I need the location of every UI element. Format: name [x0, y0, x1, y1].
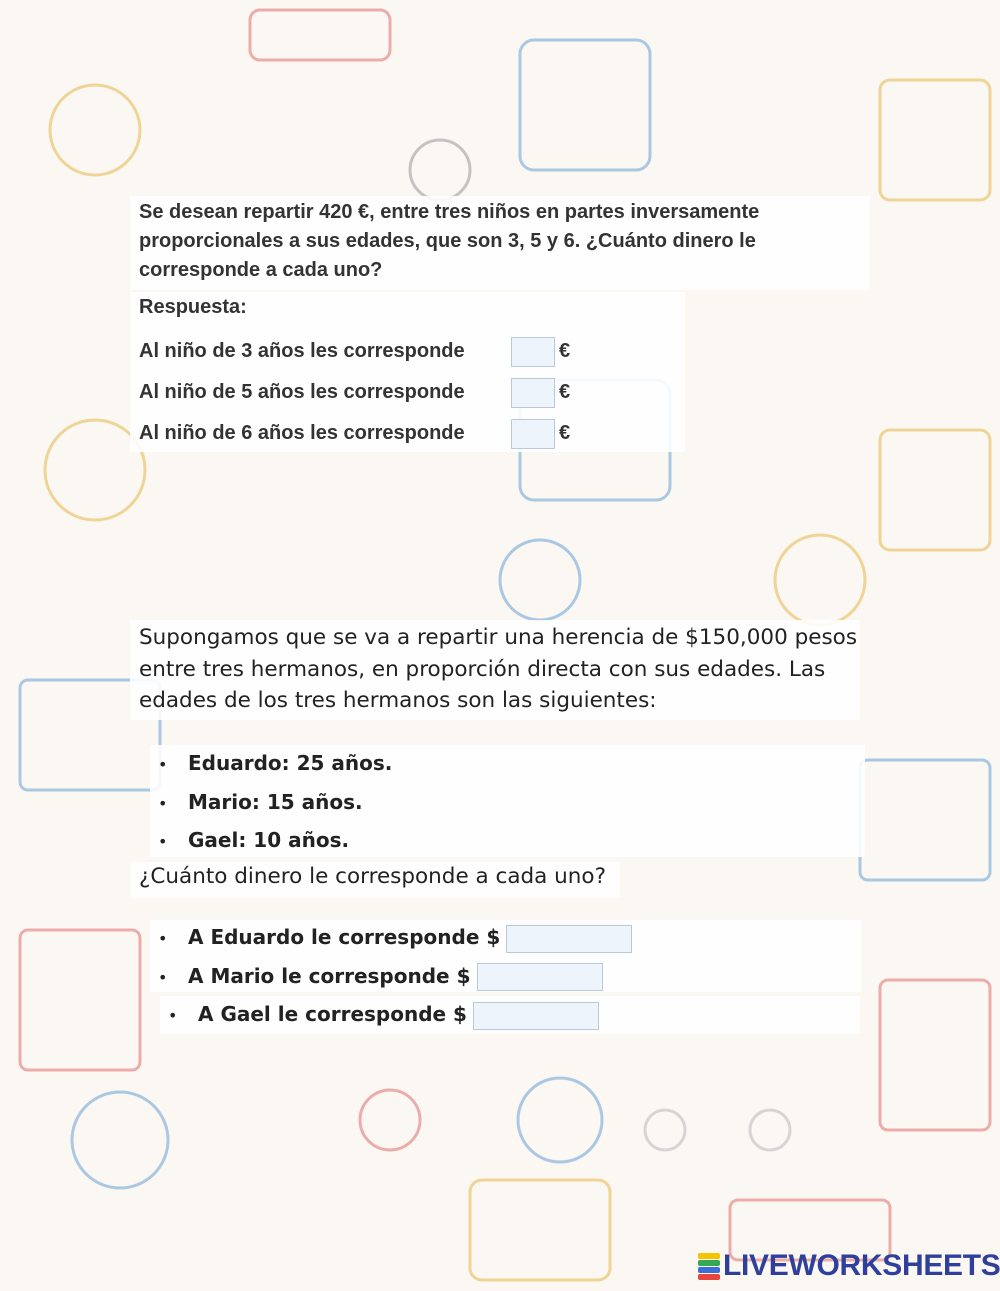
answer-input-eduardo[interactable]: [506, 925, 632, 953]
answer-row-age-3: [139, 337, 570, 367]
sibling-age: Eduardo: 25 años.: [188, 751, 393, 775]
answer-input-age-6[interactable]: [511, 419, 555, 449]
bullet: •: [158, 929, 168, 948]
bullet: •: [158, 832, 168, 851]
list-item: [158, 920, 632, 959]
bullet: •: [168, 1006, 178, 1025]
siblings-list: [158, 746, 392, 862]
answer-input-gael[interactable]: [473, 1002, 599, 1030]
answer-row-age-5: [139, 378, 570, 408]
problem-2-statement: Supongamos que se va a repartir una herencia de $150,000 pesos entre tres hermanos, en proporción directa con sus edades. Las edades de los tres hermanos son las siguientes:: [139, 625, 858, 713]
keys-doodle: [410, 140, 470, 200]
answer-label: Respuesta:: [139, 296, 247, 318]
flask-doodle: [50, 85, 140, 175]
answer-gael-label: A Gael le corresponde $: [198, 1002, 467, 1026]
bullet: •: [158, 967, 168, 987]
euro-unit: €: [559, 422, 571, 445]
problem-2-question: ¿Cuánto dinero le corresponde a cada uno?: [139, 864, 606, 889]
answer-input-mario[interactable]: [477, 963, 603, 991]
list-item: [158, 823, 392, 862]
euro-unit: €: [559, 381, 571, 404]
planet-doodle-2: [518, 1078, 602, 1162]
sibling-age: Mario: 15 años.: [188, 789, 363, 814]
answer-mario-label: A Mario le corresponde $: [188, 963, 471, 988]
sibling-age: Gael: 10 años.: [188, 828, 350, 852]
book-doodle: [250, 10, 390, 60]
answer-eduardo-label: A Eduardo le corresponde $: [188, 925, 501, 949]
answer-row-label: Al niño de 6 años les corresponde: [139, 422, 465, 445]
bag-doodle: [520, 40, 650, 170]
brand-name: LIVEWORKSHEETS: [723, 1249, 1000, 1282]
answer-row-label: Al niño de 5 años les corresponde: [139, 381, 465, 404]
liveworksheets-logo: [698, 1250, 1000, 1282]
bullet: •: [158, 793, 168, 813]
list-item: [168, 997, 632, 1036]
answers-list: [158, 920, 632, 1036]
answer-input-age-3[interactable]: [511, 337, 555, 367]
answer-row-age-6: [139, 419, 570, 449]
problem-1-statement: Se desean repartir 420 €, entre tres niños en partes inversamente proporcionales a sus edades, que son 3, 5 y 6. ¿Cuánto dinero le corresponde a cada uno?: [139, 201, 760, 281]
euro-unit: €: [559, 340, 571, 363]
globe-doodle: [500, 540, 580, 620]
building-doodle-2: [880, 980, 990, 1130]
planet-doodle: [775, 535, 865, 625]
keyboard-doodle: [860, 760, 990, 880]
list-item: [158, 959, 632, 998]
apple-doodle: [360, 1090, 420, 1150]
answer-row-label: Al niño de 3 años les corresponde: [139, 340, 465, 363]
calculator-doodle: [880, 80, 990, 200]
lunchbox-doodle: [470, 1180, 610, 1280]
answer-input-age-5[interactable]: [511, 378, 555, 408]
circuit-doodle-w: [750, 1110, 790, 1150]
logo-icon: [698, 1252, 720, 1280]
globe-doodle-3: [72, 1092, 168, 1188]
building-doodle: [20, 930, 140, 1070]
bullet: •: [158, 755, 168, 774]
list-item: [158, 746, 392, 785]
list-item: [158, 785, 392, 824]
circuit-doodle-a: [645, 1110, 685, 1150]
calculator-doodle-2: [880, 430, 990, 550]
